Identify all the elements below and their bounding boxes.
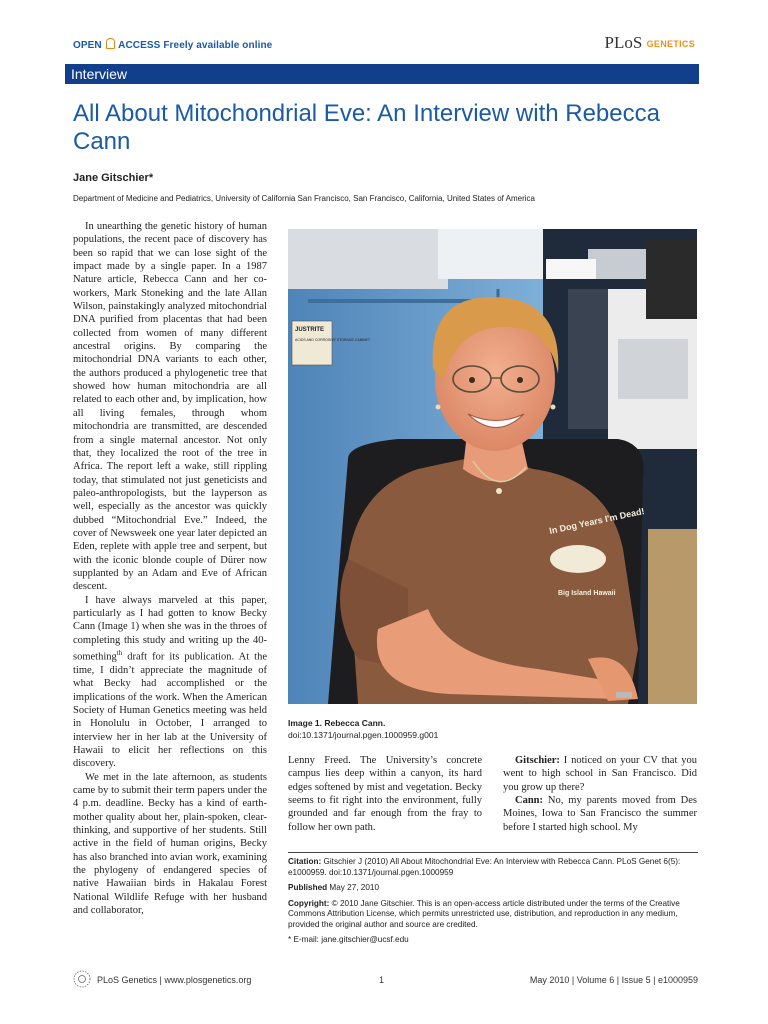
open-lock-icon — [106, 38, 115, 49]
paragraph-2 — [73, 594, 267, 771]
plos-logo-icon — [73, 970, 91, 988]
superscript-th: th — [116, 649, 123, 657]
paragraph-2-text-b: draft for its publication. At the time, I didn’t appreciate the magnitude of what Becky had accomplished or the implications of the work. When the American Society of Human Genetics meeting was held in Honolulu in October, I arranged to interview her in her lab at the University of Hawaii to elicit her reflections on this discovery. — [73, 651, 267, 770]
citation-box — [288, 852, 698, 951]
question-paragraph — [503, 754, 697, 794]
author-name: Jane Gitschier* — [73, 172, 154, 184]
section-label: Interview — [71, 66, 128, 82]
open-label: OPEN — [73, 40, 102, 51]
paragraph-3: We met in the late afternoon, as students came by to submit their term papers under the 4 p.m. deadline. Becky has a kind of earth-mother quality about her, plain-spoken, clear-thinking, and supportive of her students. Still active in the field of human origins, Becky has also branched into avian work, examining the phylogeny of endangered species of native Hawaiian birds in Hakalau Forest National Wildlife Refuge with her husband and collaborator, — [73, 771, 267, 917]
question-text: I noticed on your CV that you went to high school in San Francisco. Did you grow up there? — [503, 755, 697, 793]
journal-plos: PLoS — [604, 33, 643, 52]
interview-photo — [288, 229, 697, 704]
access-label: ACCESS — [118, 40, 161, 51]
photo-illustration — [288, 229, 697, 704]
cabinet-label-brand: JUSTRITE — [295, 327, 325, 333]
body-column-2 — [288, 754, 482, 834]
answer-paragraph — [503, 794, 697, 834]
body-column-3 — [503, 754, 697, 834]
caption-doi: doi:10.1371/journal.pgen.1000959.g001 — [288, 730, 439, 740]
citation: Citation: Gitschier J (2010) All About Mitochondrial Eve: An Interview with Rebecca Cann. PLoS Genet 6(5): e1000959. doi:10.1371/journal.pgen.1000959 — [288, 857, 681, 877]
article-title: All About Mitochondrial Eve: An Interview with Rebecca Cann — [73, 100, 660, 155]
interviewer-label: Gitschier: — [515, 755, 560, 766]
section-bar — [65, 64, 699, 84]
body-column-1 — [73, 220, 267, 917]
footer-issue: May 2010 | Volume 6 | Issue 5 | e1000959 — [529, 975, 698, 985]
journal-genetics: GENETICS — [646, 39, 695, 49]
published-date: Published May 27, 2010 — [288, 883, 380, 892]
paragraph-4: Lenny Freed. The University’s concrete campus lies deep within a canyon, its hard edges softened by mist and vegetation. Becky seems to fit right into the environment, fully grounded and far enough from the fray to follow her own path. — [288, 755, 482, 833]
caption-label: Image 1. Rebecca Cann. — [288, 718, 386, 728]
freely-available-label: Freely available online — [163, 40, 273, 51]
cabinet-label-text: ACIDS AND CORROSIVE STORAGE CABINET — [295, 338, 371, 342]
paragraph-1: In unearthing the genetic history of human populations, the recent pace of discovery has been so rapid that we can lose sight of the impact made by a single paper. In a 1987 Nature article, Rebecca Cann and her co-workers, Mark Stoneking and the late Allan Wilson, painstakingly analyzed mitochondrial DNA purified from placentas that had been collected from women of many different ancestral origins. By comparing the mitochondrial DNA variants to each other, the authors produced a phylogenetic tree that showed how human mitochondria are all related to each other and, by implication, how all living females, through whom mitochondria are transmitted, are descended from a single maternal ancestor. Not only that, they localized the root of the tree in Africa. The report left a wake, still rippling today, that stimulated not just geneticists and paleo-anthropologists, but the layperson as well, especially as the ancestor was quickly dubbed “Mitochondrial Eve.” Indeed, the cover of Newsweek one year later depicted an Eden, replete with apple tree and serpent, but with the iconic blonde couple of Dürer now supplanted by an Adam and Eve of African descent. — [73, 221, 267, 593]
page-number: 1 — [379, 975, 385, 985]
journal-logo — [605, 33, 695, 53]
copyright: Copyright: © 2010 Jane Gitschier. This is an open-access article distributed under the terms of the Creative Commons Attribution License, which permits unrestricted use, distribution, and reproduction in any medium, provided the original author and source are credited. — [288, 898, 680, 929]
tshirt-location: Big Island Hawaii — [558, 590, 616, 597]
answer-text: No, my parents moved from Des Moines, Iowa to San Francisco the summer before I started high school. My — [503, 795, 697, 833]
citation-rule — [288, 852, 698, 853]
open-access-banner — [73, 38, 272, 51]
author-affiliation: Department of Medicine and Pediatrics, University of California San Francisco, San Francisco, California, United States of America — [73, 194, 535, 203]
footer-journal: PLoS Genetics | www.plosgenetics.org — [97, 975, 252, 985]
author-email: * E-mail: jane.gitschier@ucsf.edu — [288, 935, 409, 944]
interviewee-label: Cann: — [515, 795, 544, 807]
tshirt-slogan: In Dog Years I'm Dead! — [548, 506, 646, 536]
paragraph-2-text-a: I have always marveled at this paper, particularly as I had gotten to know Becky Cann (Image 1) when she was in the throes of completing this study and writing up the 40-something — [73, 594, 267, 663]
image-caption — [288, 717, 438, 741]
page-footer — [73, 972, 698, 990]
